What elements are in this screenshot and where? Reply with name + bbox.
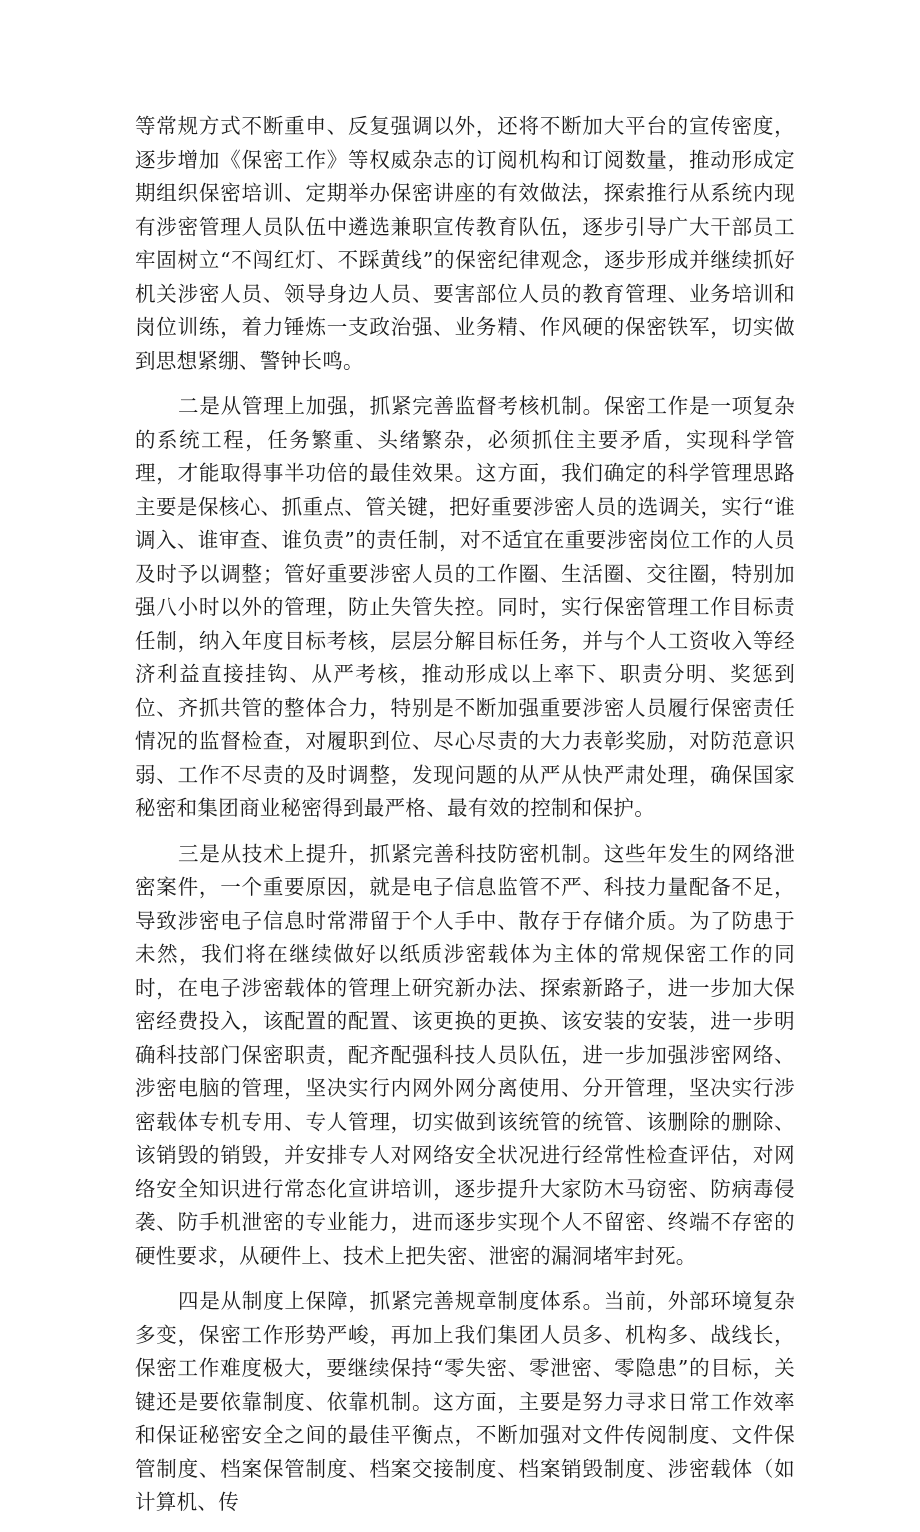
- document-page: [135, 110, 795, 1532]
- paragraph-continuation: 等常规方式不断重申、反复强调以外，还将不断加大平台的宣传密度，逐步增加《保密工作》等权威杂志的订阅机构和订阅数量，推动形成定期组织保密培训、定期举办保密讲座的有效做法，探索推行从系统内现有涉密管理人员队伍中遴选兼职宣传教育队伍，逐步引导广大干部员工牢固树立“不闯红灯、不踩黄线”的保密纪律观念，逐步形成并继续抓好机关涉密人员、领导身边人员、要害部位人员的教育管理、业务培训和岗位训练，着力锤炼一支政治强、业务精、作风硬的保密铁军，切实做到思想紧绷、警钟长鸣。: [135, 114, 795, 373]
- paragraph-management: 二是从管理上加强，抓紧完善监督考核机制。保密工作是一项复杂的系统工程，任务繁重、头绪繁杂，必须抓住主要矛盾，实现科学管理，才能取得事半功倍的最佳效果。这方面，我们确定的科学管理思路主要是保核心、抓重点、管关键，把好重要涉密人员的选调关，实行“谁调入、谁审查、谁负责”的责任制，对不适宜在重要涉密岗位工作的人员及时予以调整；管好重要涉密人员的工作圈、生活圈、交往圈，特别加强八小时以外的管理，防止失管失控。同时，实行保密管理工作目标责任制，纳入年度目标考核，层层分解目标任务，并与个人工资收入等经济利益直接挂钩、从严考核，推动形成以上率下、职责分明、奖惩到位、齐抓共管的整体合力，特别是不断加强重要涉密人员履行保密责任情况的监督检查，对履职到位、尽心尽责的大力表彰奖励，对防范意识弱、工作不尽责的及时调整，发现问题的从严从快严肃处理，确保国家秘密和集团商业秘密得到最严格、最有效的控制和保护。: [135, 394, 795, 820]
- paragraph-technology: 三是从技术上提升，抓紧完善科技防密机制。这些年发生的网络泄密案件，一个重要原因，就是电子信息监管不严、科技力量配备不足，导致涉密电子信息时常滞留于个人手中、散存于存储介质。为了防患于未然，我们将在继续做好以纸质涉密载体为主体的常规保密工作的同时，在电子涉密载体的管理上研究新办法、探索新路子，进一步加大保密经费投入，该配置的配置、该更换的更换、该安装的安装，进一步明确科技部门保密职责，配齐配强科技人员队伍，进一步加强涉密网络、涉密电脑的管理，坚决实行内网外网分离使用、分开管理，坚决实行涉密载体专机专用、专人管理，切实做到该统管的统管、该删除的删除、该销毁的销毁，并安排专人对网络安全状况进行经常性检查评估，对网络安全知识进行常态化宣讲培训，逐步提升大家防木马窃密、防病毒侵袭、防手机泄密的专业能力，进而逐步实现个人不留密、终端不存密的硬性要求，从硬件上、技术上把失密、泄密的漏洞堵牢封死。: [135, 841, 795, 1268]
- paragraph-regulations: 四是从制度上保障，抓紧完善规章制度体系。当前，外部环境复杂多变，保密工作形势严峻，再加上我们集团人员多、机构多、战线长，保密工作难度极大，要继续保持“零失密、零泄密、零隐患”的目标，关键还是要依靠制度、依靠机制。这方面，主要是努力寻求日常工作效率和保证秘密安全之间的最佳平衡点，不断加强对文件传阅制度、文件保管制度、档案保管制度、档案交接制度、档案销毁制度、涉密载体（如计算机、传: [135, 1289, 795, 1514]
